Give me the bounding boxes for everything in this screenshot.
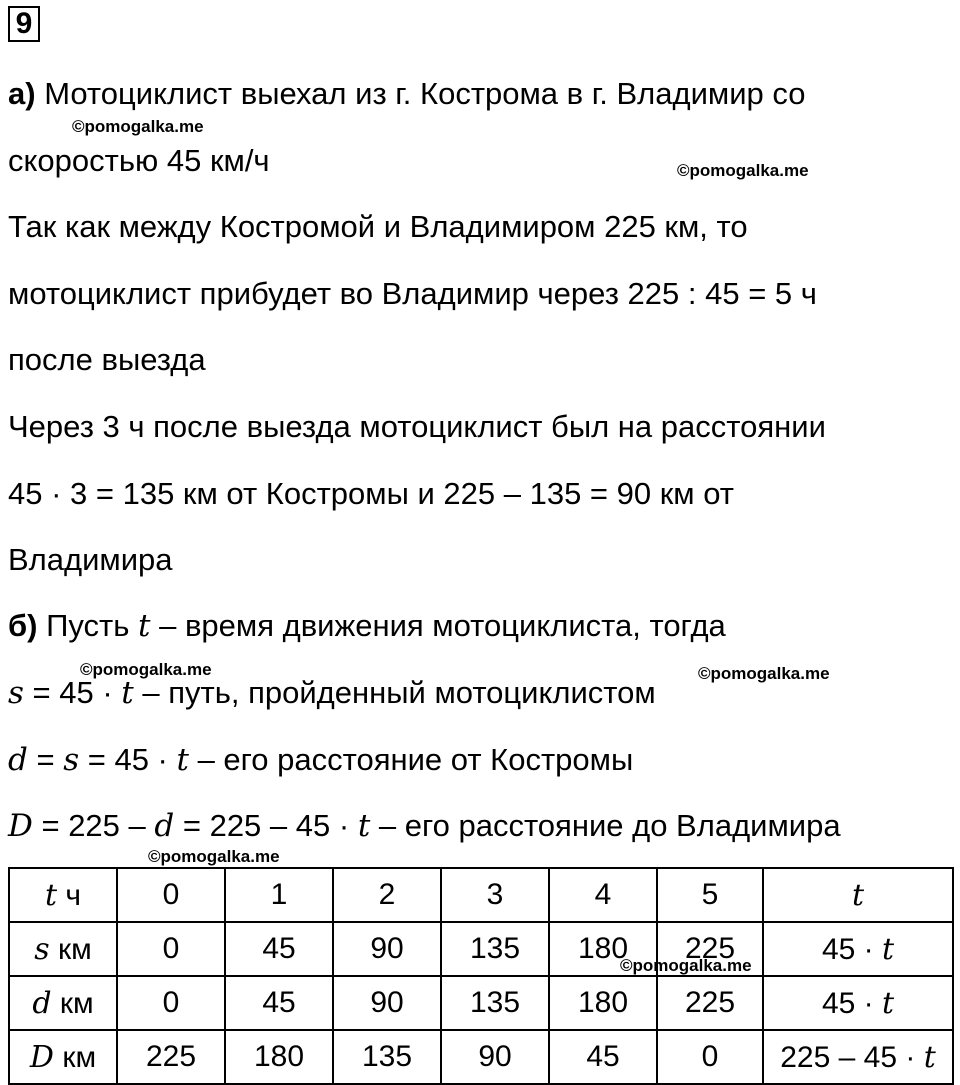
part-b-text: = 225 – 45 ·	[174, 808, 358, 843]
part-b-text: Пусть	[46, 608, 139, 643]
var-s: s	[63, 742, 80, 778]
part-a-line-3: Так как между Костромой и Владимиром 225 км, то	[8, 209, 748, 244]
table-cell: 180	[549, 976, 657, 1030]
table-cell	[9, 1030, 117, 1084]
table-cell: 4	[549, 868, 657, 922]
table-cell: 1	[225, 868, 333, 922]
table-cell	[9, 922, 117, 976]
var-t: t	[881, 985, 895, 1021]
table-cell	[763, 1030, 953, 1084]
table-cell: 225	[657, 976, 763, 1030]
part-a-line-7: 45 · 3 = 135 км от Костромы и 225 – 135 = 90 км от	[8, 476, 734, 511]
part-b-text: – путь, пройденный мотоциклистом	[133, 675, 656, 710]
unit-label: км	[49, 932, 92, 966]
part-a-line-8: Владимира	[8, 542, 173, 577]
part-a-line-2: скоростью 45 км/ч	[8, 143, 270, 178]
part-a-line-6: Через 3 ч после выезда мотоциклист был на расстоянии	[8, 409, 826, 444]
values-table	[8, 867, 954, 1085]
formula-text: 45 ·	[821, 986, 882, 1020]
table-cell: 90	[333, 922, 441, 976]
part-b-text: = 45 ·	[79, 742, 177, 777]
table-cell	[763, 976, 953, 1030]
table-cell: 45	[225, 976, 333, 1030]
part-a-label: а)	[8, 76, 36, 111]
var-s: s	[8, 675, 24, 711]
table-cell: 180	[549, 922, 657, 976]
unit-label: км	[53, 1040, 97, 1074]
part-b-label: б)	[8, 608, 38, 643]
unit-label: ч	[57, 878, 82, 912]
table-cell: 3	[441, 868, 549, 922]
part-a-line-1	[8, 74, 805, 114]
part-b-line-3	[8, 740, 633, 780]
part-b-line-1	[8, 606, 726, 646]
watermark: ©pomogalka.me	[148, 847, 280, 866]
problem-number: 9	[8, 6, 40, 42]
part-b-text: = 45 ·	[23, 675, 122, 710]
part-b-text: =	[27, 742, 64, 777]
table-cell: 45	[225, 922, 333, 976]
table-cell: 225	[657, 922, 763, 976]
part-a-line-4: мотоциклист прибудет во Владимир через 225 : 45 = 5 ч	[8, 276, 817, 311]
part-b-text: = 225 –	[32, 808, 155, 843]
var-d: d	[32, 985, 52, 1021]
watermark: ©pomogalka.me	[698, 664, 830, 683]
var-t: t	[121, 675, 134, 711]
part-b-line-4	[8, 806, 841, 846]
formula-text: 225 – 45 ·	[780, 1040, 924, 1074]
var-t: t	[923, 1039, 936, 1075]
part-a-line-5: после выезда	[8, 342, 206, 377]
table-cell: 135	[441, 976, 549, 1030]
table-row	[9, 1030, 953, 1084]
table-cell: 0	[117, 976, 225, 1030]
table-cell: 90	[333, 976, 441, 1030]
var-t: t	[44, 877, 58, 913]
table-cell	[9, 976, 117, 1030]
table-cell: 225	[117, 1030, 225, 1084]
var-t: t	[851, 877, 865, 913]
var-D: D	[8, 808, 33, 844]
var-d: d	[154, 808, 175, 844]
table-row	[9, 922, 953, 976]
formula-text: 45 ·	[821, 932, 882, 966]
part-b-text: – его расстояние от Костромы	[188, 742, 634, 777]
part-b-text: – время движения мотоциклиста, тогда	[150, 608, 726, 643]
var-s: s	[34, 931, 50, 967]
var-t: t	[881, 931, 895, 967]
watermark: ©pomogalka.me	[72, 117, 204, 136]
part-b-text: – его расстояние до Владимира	[370, 808, 841, 843]
var-d: d	[8, 742, 28, 778]
var-t: t	[357, 808, 371, 844]
unit-label: км	[51, 986, 94, 1020]
table-row	[9, 976, 953, 1030]
table-cell: 0	[117, 868, 225, 922]
table-cell: 90	[441, 1030, 549, 1084]
table-header-row	[9, 868, 953, 922]
watermark: ©pomogalka.me	[80, 660, 212, 679]
part-a-text-1: Мотоциклист выехал из г. Кострома в г. Владимир со	[44, 76, 806, 111]
var-t: t	[176, 742, 189, 778]
table-cell	[763, 922, 953, 976]
watermark: ©pomogalka.me	[620, 956, 752, 975]
table-cell	[9, 868, 117, 922]
table-cell: 0	[657, 1030, 763, 1084]
table-cell	[763, 868, 953, 922]
var-D: D	[29, 1039, 54, 1075]
table-cell: 135	[333, 1030, 441, 1084]
table-cell: 5	[657, 868, 763, 922]
table-cell: 135	[441, 922, 549, 976]
var-t: t	[138, 608, 151, 644]
table-cell: 180	[225, 1030, 333, 1084]
table-cell: 0	[117, 922, 225, 976]
watermark: ©pomogalka.me	[677, 161, 809, 180]
table-cell: 45	[549, 1030, 657, 1084]
table-cell: 2	[333, 868, 441, 922]
